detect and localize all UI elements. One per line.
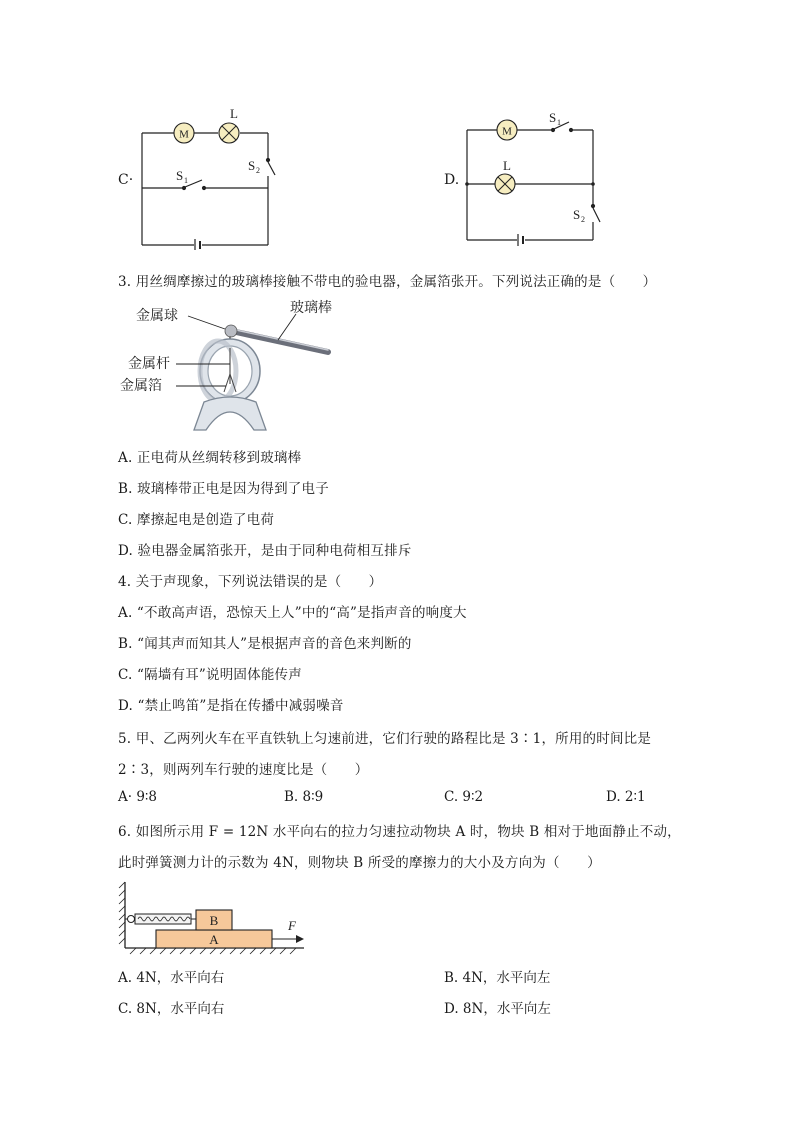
svg-text:2: 2 — [581, 215, 585, 224]
q5-option-a[interactable]: A· 9∶8 — [118, 789, 158, 805]
svg-text:1: 1 — [557, 118, 561, 127]
svg-text:玻璃棒: 玻璃棒 — [290, 300, 332, 316]
q5-option-d[interactable]: D. 2∶1 — [606, 789, 646, 805]
circuit-d-diagram — [455, 100, 615, 250]
q4-stem: 4. 关于声现象，下列说法错误的是（ ） — [118, 574, 383, 590]
friction-figure — [118, 878, 318, 958]
svg-text:S: S — [248, 158, 256, 173]
q3-option-a[interactable]: A. 正电荷从丝绸转移到玻璃棒 — [118, 450, 302, 466]
svg-text:2: 2 — [256, 166, 260, 175]
svg-text:L: L — [503, 158, 511, 173]
svg-text:F: F — [288, 918, 296, 933]
svg-text:L: L — [230, 106, 238, 121]
q5-option-c[interactable]: C. 9∶2 — [444, 789, 484, 805]
svg-text:金属杆: 金属杆 — [128, 356, 170, 372]
q4-option-c[interactable]: C. “隔墙有耳”说明固体能传声 — [118, 667, 302, 683]
q3-option-d[interactable]: D. 验电器金属箔张开，是由于同种电荷相互排斥 — [118, 543, 412, 559]
q4-option-b[interactable]: B. “闻其声而知其人”是根据声音的音色来判断的 — [118, 636, 412, 652]
lamp-icon — [219, 123, 239, 143]
option-c-label: C· — [118, 172, 134, 188]
svg-text:S: S — [176, 168, 184, 183]
q5-stem-line1: 5. 甲、乙两列火车在平直铁轨上匀速前进，它们行驶的路程比是 3∶1，所用的时间比是 — [118, 731, 652, 747]
svg-text:A: A — [209, 932, 219, 947]
svg-text:S: S — [573, 207, 581, 222]
q6-stem-line2: 此时弹簧测力计的示数为 4N，则物块 B 所受的摩擦力的大小及方向为（ ） — [118, 855, 601, 871]
q5-option-b[interactable]: B. 8∶9 — [284, 789, 324, 805]
q6-option-b[interactable]: B. 4N，水平向左 — [444, 970, 551, 986]
svg-text:B: B — [209, 913, 219, 928]
q6-option-a[interactable]: A. 4N，水平向右 — [118, 970, 225, 986]
q3-option-b[interactable]: B. 玻璃棒带正电是因为得到了电子 — [118, 481, 329, 497]
q3-stem: 3. 用丝绸摩擦过的玻璃棒接触不带电的验电器，金属箔张开。下列说法正确的是（ ） — [118, 274, 657, 290]
svg-text:金属球: 金属球 — [136, 308, 178, 324]
q6-option-c[interactable]: C. 8N，水平向右 — [118, 1001, 225, 1017]
q5-stem-line2: 2∶3，则两列车行驶的速度比是（ ） — [118, 762, 369, 778]
lamp-icon — [495, 174, 515, 194]
option-d-label: D. — [444, 172, 460, 188]
q6-option-d[interactable]: D. 8N，水平向左 — [444, 1001, 551, 1017]
spring-scale-icon — [125, 914, 196, 924]
svg-text:M: M — [502, 125, 512, 138]
q4-option-d[interactable]: D. “禁止鸣笛”是指在传播中减弱噪音 — [118, 698, 344, 714]
svg-text:金属箔: 金属箔 — [120, 378, 162, 394]
svg-text:M: M — [179, 128, 189, 141]
svg-text:1: 1 — [184, 176, 188, 185]
q4-option-a[interactable]: A. “不敢高声语，恐惊天上人”中的“高”是指声音的响度大 — [118, 605, 467, 621]
electroscope-figure — [118, 296, 358, 438]
arrow-right-icon — [296, 935, 304, 943]
circuit-c-diagram — [130, 100, 290, 250]
svg-text:S: S — [549, 110, 557, 125]
q3-option-c[interactable]: C. 摩擦起电是创造了电荷 — [118, 512, 275, 528]
q6-stem-line1: 6. 如图所示用 F = 12N 水平向右的拉力匀速拉动物块 A 时，物块 B 相对于地面静止不动， — [118, 824, 681, 840]
